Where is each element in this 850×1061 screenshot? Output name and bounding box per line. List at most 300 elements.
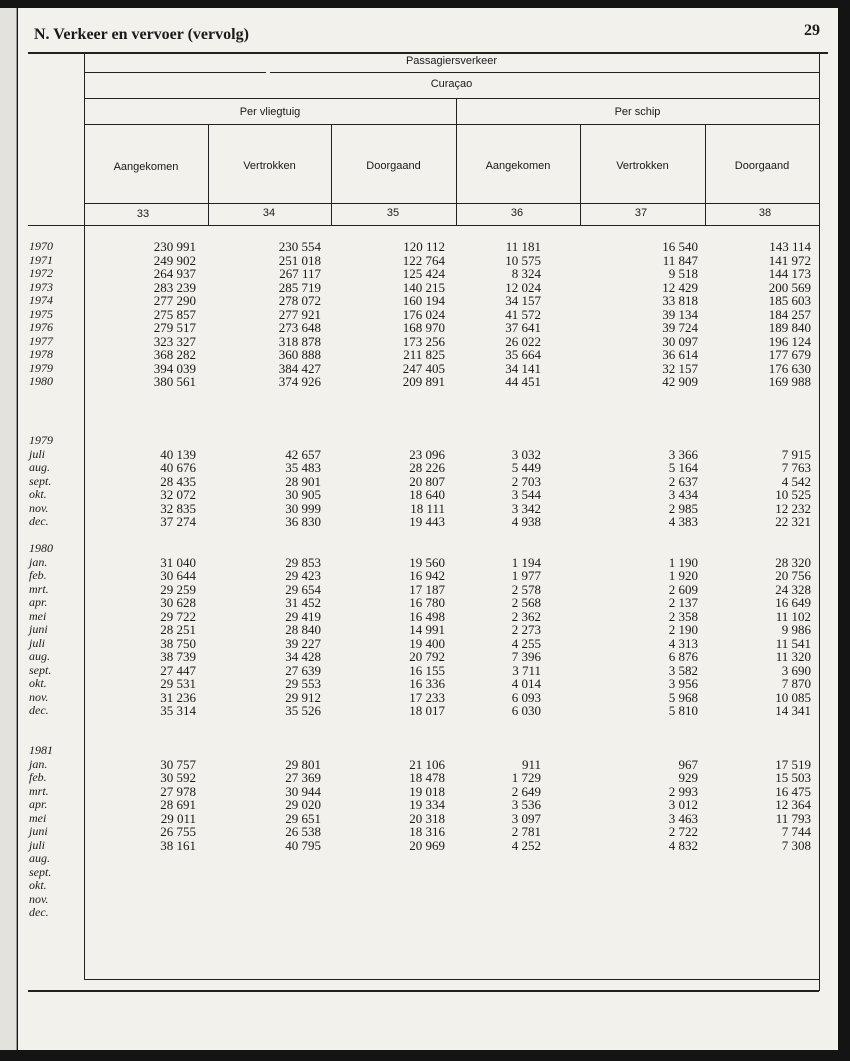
table-cell: 7 870 — [781, 676, 811, 691]
data-column — [608, 542, 698, 718]
table-cell: 323 327 — [153, 333, 196, 349]
table-cell — [451, 542, 541, 556]
table-cell: 29 011 — [160, 810, 196, 826]
table-cell: 38 161 — [160, 837, 196, 853]
table-cell: 2 137 — [668, 595, 698, 610]
table-cell: 35 314 — [160, 703, 196, 718]
header-per-schip: Per schip — [614, 106, 661, 118]
table-cell: 275 857 — [153, 306, 196, 322]
table-cell: 4 313 — [668, 635, 698, 651]
row-label: 1974 — [29, 293, 53, 307]
table-cell: 211 825 — [403, 347, 445, 362]
table-cell: 34 428 — [285, 649, 321, 664]
table-cell: 7 915 — [781, 446, 811, 462]
table-cell: 35 483 — [285, 460, 321, 475]
table-cell: 1 190 — [668, 554, 698, 570]
table-cell: 11 847 — [662, 252, 698, 268]
table-cell: 30 757 — [160, 756, 196, 772]
table-cell: 29 531 — [160, 676, 196, 691]
table-cell: 2 985 — [668, 500, 698, 516]
table-cell — [451, 866, 541, 880]
table-cell: 27 447 — [160, 662, 196, 678]
row-label: sept. — [29, 662, 52, 677]
table-cell: 44 451 — [505, 374, 541, 389]
table-cell: 9 986 — [781, 622, 811, 637]
row-label: 1976 — [29, 320, 53, 334]
table-cell: 12 232 — [775, 500, 811, 516]
table-cell: 29 423 — [285, 568, 321, 583]
column-number: 36 — [510, 207, 524, 219]
table-cell: 176 630 — [768, 360, 811, 376]
table-cell: 318 878 — [278, 333, 321, 349]
table-cell: 12 364 — [775, 797, 811, 812]
row-label: mei — [29, 810, 47, 825]
table-cell: 173 256 — [402, 333, 445, 349]
row-label: nov. — [29, 891, 49, 906]
row-label: mrt. — [29, 581, 49, 596]
table-cell — [608, 852, 698, 866]
row-label: mei — [29, 608, 47, 623]
table-cell: 2 273 — [511, 622, 541, 637]
table-cell: 5 449 — [511, 460, 541, 475]
row-label: 1980 — [29, 541, 53, 555]
row-labels — [29, 542, 89, 718]
table-cell: 18 316 — [409, 824, 445, 839]
header-rule — [84, 98, 819, 99]
table-cell: 27 369 — [285, 770, 321, 785]
data-column — [231, 240, 321, 389]
table-cell: 2 722 — [668, 824, 698, 839]
table-cell: 27 978 — [160, 783, 196, 799]
row-label: 1980 — [29, 374, 53, 388]
data-column — [355, 434, 445, 529]
header-curacao: Curaçao — [430, 78, 473, 90]
table-cell — [721, 906, 811, 920]
table-cell: 19 334 — [409, 797, 445, 812]
table-cell: 37 274 — [160, 514, 196, 529]
table-cell — [608, 906, 698, 920]
table-cell: 251 018 — [278, 252, 321, 268]
table-cell: 40 676 — [160, 460, 196, 475]
row-label: dec. — [29, 905, 49, 919]
data-column — [451, 434, 541, 529]
table-cell: 12 024 — [505, 279, 541, 295]
data-column — [355, 744, 445, 920]
table-cell: 7 308 — [781, 837, 811, 853]
table-cell: 2 362 — [511, 608, 541, 624]
row-label: sept. — [29, 864, 52, 879]
row-labels — [29, 240, 89, 389]
table-cell: 19 443 — [409, 514, 445, 529]
table-cell: 28 320 — [775, 554, 811, 570]
row-label: 1981 — [29, 743, 53, 757]
table-cell — [721, 542, 811, 556]
table-cell: 31 040 — [160, 554, 196, 570]
row-label: 1972 — [29, 266, 53, 280]
table-cell: 36 614 — [662, 347, 698, 362]
table-cell: 176 024 — [402, 306, 445, 322]
header-vertrokken-air: Vertrokken — [243, 160, 296, 172]
table-cell: 29 801 — [285, 756, 321, 772]
table-cell: 2 609 — [668, 581, 698, 597]
column-number: 35 — [386, 207, 400, 219]
row-label: okt. — [29, 487, 47, 501]
header-doorgaand-air: Doorgaand — [366, 160, 421, 172]
table-cell: 28 691 — [160, 797, 196, 812]
table-cell: 7 396 — [511, 649, 541, 664]
row-label: feb. — [29, 770, 47, 784]
table-cell: 42 657 — [285, 446, 321, 462]
table-cell: 19 018 — [409, 783, 445, 799]
table-cell: 200 569 — [768, 279, 811, 295]
row-label: juli — [29, 837, 46, 852]
table-cell: 3 032 — [511, 446, 541, 462]
table-cell: 1 977 — [511, 568, 541, 583]
table-cell: 11 102 — [775, 608, 811, 624]
table-cell: 6 876 — [668, 649, 698, 664]
table-cell: 19 400 — [409, 635, 445, 651]
table-cell: 38 739 — [160, 649, 196, 664]
table-cell: 7 763 — [781, 460, 811, 475]
row-label: dec. — [29, 514, 49, 528]
table-cell: 29 654 — [285, 581, 321, 597]
table-cell: 24 328 — [775, 581, 811, 597]
table-cell: 3 012 — [668, 797, 698, 812]
table-cell: 20 969 — [409, 837, 445, 853]
table-cell: 2 358 — [668, 608, 698, 624]
table-cell — [608, 744, 698, 758]
column-divider — [331, 124, 332, 225]
table-cell: 18 640 — [409, 487, 445, 502]
table-cell — [106, 852, 196, 866]
table-cell: 29 722 — [160, 608, 196, 624]
table-cell: 16 942 — [409, 568, 445, 583]
table-cell: 394 039 — [153, 360, 196, 376]
table-cell: 4 542 — [781, 473, 811, 489]
data-column — [106, 434, 196, 529]
table-cell: 30 628 — [160, 595, 196, 610]
table-cell: 2 190 — [668, 622, 698, 637]
table-cell: 29 259 — [160, 581, 196, 597]
table-cell: 12 429 — [662, 279, 698, 295]
table-cell — [608, 434, 698, 448]
table-cell — [355, 542, 445, 556]
table-cell: 14 991 — [409, 622, 445, 637]
table-cell: 38 750 — [160, 635, 196, 651]
table-cell: 368 282 — [153, 347, 196, 362]
header-vertrokken-ship: Vertrokken — [616, 160, 669, 172]
data-column — [355, 240, 445, 389]
table-cell: 169 988 — [768, 374, 811, 389]
table-cell: 31 236 — [160, 689, 196, 705]
table-cell: 247 405 — [402, 360, 445, 376]
row-label: 1970 — [29, 239, 53, 253]
table-cell: 160 194 — [402, 293, 445, 308]
table-cell: 6 093 — [511, 689, 541, 705]
table-cell: 39 227 — [285, 635, 321, 651]
table-cell: 42 909 — [662, 374, 698, 389]
table-cell: 196 124 — [768, 333, 811, 349]
table-cell: 1 920 — [668, 568, 698, 583]
header-aangekomen-ship: Aangekomen — [485, 160, 551, 172]
table-cell: 273 648 — [278, 320, 321, 335]
table-cell: 9 518 — [668, 266, 698, 281]
table-cell: 184 257 — [768, 306, 811, 322]
table-cell: 20 318 — [409, 810, 445, 826]
data-column — [451, 542, 541, 718]
table-cell — [106, 744, 196, 758]
table-cell: 39 134 — [662, 306, 698, 322]
table-cell: 185 603 — [768, 293, 811, 308]
table-cell: 17 233 — [409, 689, 445, 705]
header-aangekomen-air: Aangekomen — [113, 161, 179, 173]
table-cell — [106, 906, 196, 920]
row-label: mrt. — [29, 783, 49, 798]
table-cell: 29 853 — [285, 554, 321, 570]
table-cell: 5 810 — [668, 703, 698, 718]
row-label: juli — [29, 446, 46, 461]
document-page — [18, 8, 838, 1050]
data-column — [721, 744, 811, 920]
table-cell — [355, 744, 445, 758]
table-cell: 29 651 — [285, 810, 321, 826]
table-cell — [231, 906, 321, 920]
table-cell: 33 818 — [662, 293, 698, 308]
table-cell: 4 938 — [511, 514, 541, 529]
table-cell: 249 902 — [153, 252, 196, 268]
table-cell: 189 840 — [768, 320, 811, 335]
row-label: 1975 — [29, 306, 53, 321]
table-cell — [451, 893, 541, 907]
data-column — [721, 240, 811, 389]
data-column — [608, 744, 698, 920]
table-cell: 140 215 — [402, 279, 445, 295]
table-cell: 3 956 — [668, 676, 698, 691]
table-cell: 5 968 — [668, 689, 698, 705]
table-cell: 125 424 — [402, 266, 445, 281]
table-cell: 19 560 — [409, 554, 445, 570]
table-cell: 11 181 — [505, 239, 541, 254]
table-cell: 15 503 — [775, 770, 811, 785]
adjacent-page-edge — [0, 8, 17, 1050]
table-cell — [721, 879, 811, 893]
table-cell: 36 830 — [285, 514, 321, 529]
table-cell: 3 463 — [668, 810, 698, 826]
table-cell — [106, 893, 196, 907]
right-border — [819, 52, 820, 991]
header-rule — [84, 72, 266, 73]
table-cell: 32 835 — [160, 500, 196, 516]
table-cell — [106, 542, 196, 556]
table-cell — [231, 434, 321, 448]
table-cell: 4 383 — [668, 514, 698, 529]
table-cell: 264 937 — [153, 266, 196, 281]
table-cell — [451, 879, 541, 893]
row-label: juni — [29, 622, 48, 636]
table-cell: 16 540 — [662, 239, 698, 254]
table-cell: 26 538 — [285, 824, 321, 839]
table-cell — [355, 893, 445, 907]
column-number: 38 — [758, 207, 772, 219]
data-column — [608, 434, 698, 529]
page-bottom-rule — [28, 990, 819, 992]
table-cell: 34 141 — [505, 360, 541, 376]
table-cell — [608, 893, 698, 907]
header-per-vliegtuig: Per vliegtuig — [239, 106, 301, 118]
table-cell: 1 194 — [511, 554, 541, 570]
table-cell: 30 644 — [160, 568, 196, 583]
table-cell — [451, 852, 541, 866]
table-cell: 374 926 — [278, 374, 321, 389]
table-cell: 967 — [678, 756, 698, 772]
table-cell: 17 519 — [775, 756, 811, 772]
row-label: apr. — [29, 595, 48, 609]
table-cell: 3 711 — [512, 662, 541, 678]
table-cell: 120 112 — [403, 239, 445, 254]
table-cell — [355, 852, 445, 866]
column-divider — [705, 124, 706, 225]
table-cell — [608, 866, 698, 880]
table-cell — [721, 744, 811, 758]
table-cell — [231, 866, 321, 880]
table-cell — [231, 893, 321, 907]
table-cell: 32 157 — [662, 360, 698, 376]
header-rule — [270, 72, 819, 73]
table-cell: 122 764 — [402, 252, 445, 268]
table-cell: 31 452 — [285, 595, 321, 610]
table-cell: 23 096 — [409, 446, 445, 462]
table-cell — [231, 744, 321, 758]
table-cell: 3 544 — [511, 487, 541, 502]
row-labels — [29, 744, 89, 920]
table-cell: 4 014 — [511, 676, 541, 691]
table-cell: 26 755 — [160, 824, 196, 839]
row-label: juni — [29, 824, 48, 838]
table-cell — [355, 906, 445, 920]
page-number: 29 — [804, 22, 820, 39]
table-cell: 5 164 — [668, 460, 698, 475]
table-cell: 283 239 — [153, 279, 196, 295]
table-cell: 3 434 — [668, 487, 698, 502]
table-cell: 28 901 — [285, 473, 321, 489]
table-cell: 35 664 — [505, 347, 541, 362]
row-label: jan. — [29, 756, 48, 771]
row-label: aug. — [29, 460, 50, 474]
table-cell: 20 756 — [775, 568, 811, 583]
table-cell: 10 085 — [775, 689, 811, 705]
row-label: aug. — [29, 851, 50, 865]
row-label: dec. — [29, 703, 49, 717]
header-rule — [84, 124, 819, 125]
table-cell: 37 641 — [505, 320, 541, 335]
table-cell — [721, 893, 811, 907]
table-cell: 41 572 — [505, 306, 541, 322]
table-cell — [355, 879, 445, 893]
table-cell — [721, 852, 811, 866]
data-column — [231, 744, 321, 920]
data-column — [231, 434, 321, 529]
table-cell: 3 690 — [781, 662, 811, 678]
table-cell: 16 780 — [409, 595, 445, 610]
table-cell: 29 419 — [285, 608, 321, 624]
table-cell: 384 427 — [278, 360, 321, 376]
table-cell: 28 435 — [160, 473, 196, 489]
table-cell: 17 187 — [409, 581, 445, 597]
table-cell — [451, 744, 541, 758]
table-cell — [721, 866, 811, 880]
table-cell: 21 106 — [409, 756, 445, 772]
table-cell: 32 072 — [160, 487, 196, 502]
table-cell: 35 526 — [285, 703, 321, 718]
table-cell: 277 290 — [153, 293, 196, 308]
header-doorgaand-ship: Doorgaand — [734, 160, 790, 172]
row-label: apr. — [29, 797, 48, 811]
table-cell: 168 970 — [402, 320, 445, 335]
table-cell: 20 807 — [409, 473, 445, 489]
table-cell: 30 944 — [285, 783, 321, 799]
table-cell: 911 — [521, 756, 541, 772]
table-cell: 30 999 — [285, 500, 321, 516]
table-cell — [451, 906, 541, 920]
table-cell: 3 366 — [668, 446, 698, 462]
column-divider — [580, 124, 581, 225]
table-cell: 6 030 — [511, 703, 541, 718]
table-cell: 28 226 — [409, 460, 445, 475]
row-label: nov. — [29, 500, 49, 515]
table-cell: 22 321 — [775, 514, 811, 529]
table-cell: 929 — [678, 770, 698, 785]
table-cell: 2 703 — [511, 473, 541, 489]
header-passagiersverkeer: Passagiersverkeer — [405, 55, 498, 67]
data-column — [106, 744, 196, 920]
table-cell: 144 173 — [768, 266, 811, 281]
table-cell: 3 582 — [668, 662, 698, 678]
row-label: sept. — [29, 473, 52, 488]
table-cell: 34 157 — [505, 293, 541, 308]
row-label: juli — [29, 635, 46, 650]
header-rule — [84, 203, 819, 204]
table-cell: 2 578 — [511, 581, 541, 597]
table-cell: 11 793 — [775, 810, 811, 826]
table-cell: 27 639 — [285, 662, 321, 678]
data-column — [355, 542, 445, 718]
table-cell: 16 336 — [409, 676, 445, 691]
table-cell — [608, 542, 698, 556]
table-cell: 29 912 — [285, 689, 321, 705]
table-cell: 10 525 — [775, 487, 811, 502]
table-cell: 16 498 — [409, 608, 445, 624]
row-label: 1979 — [29, 360, 53, 375]
table-cell: 3 342 — [511, 500, 541, 516]
table-cell: 2 568 — [511, 595, 541, 610]
row-label: aug. — [29, 649, 50, 663]
table-cell — [231, 879, 321, 893]
table-bottom-rule — [84, 979, 819, 980]
row-label: feb. — [29, 568, 47, 582]
table-cell: 285 719 — [278, 279, 321, 295]
table-cell: 18 111 — [410, 500, 445, 516]
table-cell: 267 117 — [279, 266, 321, 281]
table-cell: 2 649 — [511, 783, 541, 799]
table-cell: 4 255 — [511, 635, 541, 651]
row-label: nov. — [29, 689, 49, 704]
row-label: 1979 — [29, 433, 53, 447]
table-cell: 28 251 — [160, 622, 196, 637]
column-number: 33 — [136, 208, 150, 220]
table-cell: 39 724 — [662, 320, 698, 335]
table-cell — [106, 434, 196, 448]
table-cell: 380 561 — [153, 374, 196, 389]
